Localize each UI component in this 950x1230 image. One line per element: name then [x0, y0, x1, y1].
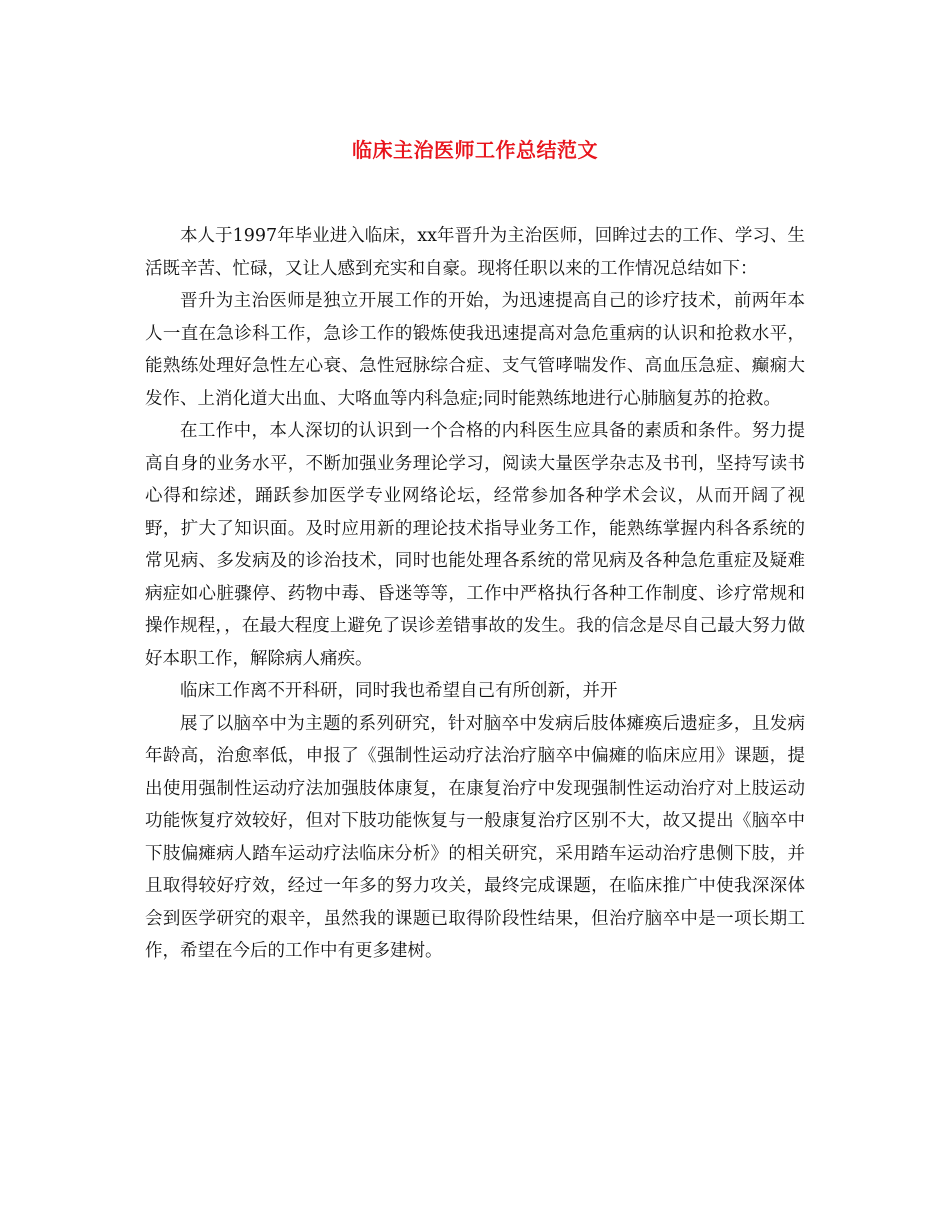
paragraph-research-intro: 临床工作离不开科研，同时我也希望自己有所创新，并开: [180, 681, 618, 701]
paragraph-emergency-work: 晋升为主治医师是独立开展工作的开始，为迅速提高自己的诊疗技术，前两年本人一直在急诊科工作，急诊工作的锻炼使我迅速提高对急危重病的认识和抢救水平，能熟练处理好急性左心衰、急性冠脉综合症、支气管哮喘发作、高血压急症、癫痫大发作、上消化道大出血、大咯血等内科急症;同时能熟练地进行心肺脑复苏的抢救。: [145, 291, 805, 409]
paragraph-intro: 本人于1997年毕业进入临床，xx年晋升为主治医师，回眸过去的工作、学习、生活既辛苦、忙碌，又让人感到充实和自豪。现将任职以来的工作情况总结如下：: [145, 226, 805, 279]
paragraph-research-detail: 展了以脑卒中为主题的系列研究，针对脑卒中发病后肢体瘫痪后遗症多，且发病年龄高，治愈率低，申报了《强制性运动疗法治疗脑卒中偏瘫的临床应用》课题，提出使用强制性运动疗法加强肢体康复，在康复治疗中发现强制性运动治疗对上肢运动功能恢复疗效较好，但对下肢功能恢复与一般康复治疗区别不大，故又提出《脑卒中下肢偏瘫病人踏车运动疗法临床分析》的相关研究，采用踏车运动治疗患侧下肢，并且取得较好疗效，经过一年多的努力攻关，最终完成课题，在临床推广中使我深深体会到医学研究的艰辛，虽然我的课题已取得阶段性结果，但治疗脑卒中是一项长期工作，希望在今后的工作中有更多建树。: [145, 713, 805, 961]
document-body: [145, 220, 805, 968]
document-title: 临床主治医师工作总结范文: [352, 138, 598, 162]
paragraph-professional-study: 在工作中，本人深切的认识到一个合格的内科医生应具备的素质和条件。努力提高自身的业务水平，不断加强业务理论学习，阅读大量医学杂志及书刊，坚持写读书心得和综述，踊跃参加医学专业网络论坛，经常参加各种学术会议，从而开阔了视野，扩大了知识面。及时应用新的理论技术指导业务工作，能熟练掌握内科各系统的常见病、多发病及的诊治技术，同时也能处理各系统的常见病及各种急危重症及疑难病症如心脏骤停、药物中毒、昏迷等等，工作中严格执行各种工作制度、诊疗常规和操作规程，，在最大程度上避免了误诊差错事故的发生。我的信念是尽自己最大努力做好本职工作，解除病人痛疾。: [145, 421, 805, 669]
